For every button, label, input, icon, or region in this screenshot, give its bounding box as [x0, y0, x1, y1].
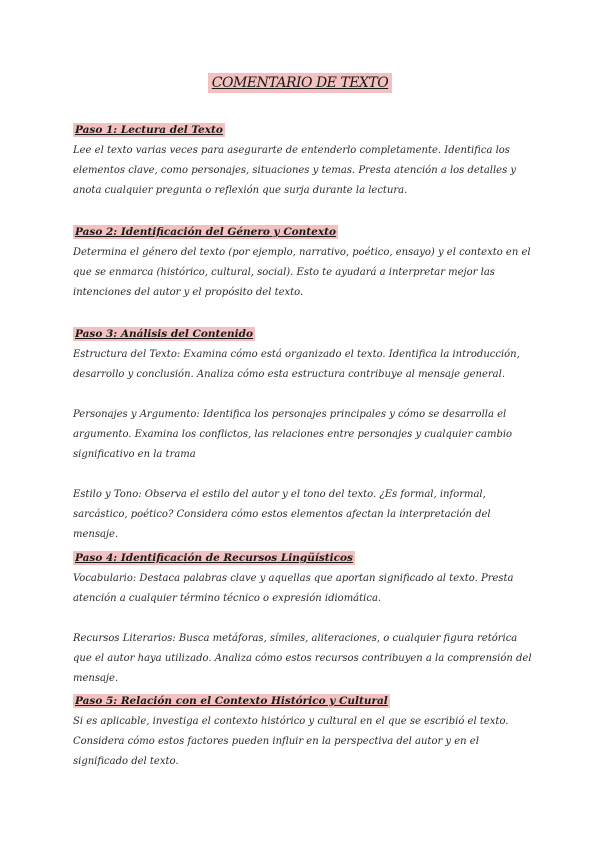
section-paragraph: Estructura del Texto: Examina cómo está organizado el texto. Identifica la introducción, desarrollo y conclusión. Analiza cómo esta estructura contribuye al mensaje general.	[73, 349, 520, 380]
section-heading: Paso 5: Relación con el Contexto Histórico y Cultural	[75, 695, 388, 707]
section-paragraph: Recursos Literarios: Busca metáforas, símiles, aliteraciones, o cualquier figura retórica que el autor haya utilizado. Analiza cómo estos recursos contribuyen a la comprensión del mensaje.	[73, 633, 532, 684]
section-paragraph: Determina el género del texto (por ejemplo, narrativo, poético, ensayo) y el contexto en el que se enmarca (histórico, cultural, social). Esto te ayudará a interpretar mejor las intenciones del autor y el propósito del texto.	[73, 247, 531, 298]
document-title: COMENTARIO DE TEXTO	[208, 73, 392, 93]
section-paso-3	[73, 322, 533, 545]
section-paragraph: Si es aplicable, investiga el contexto histórico y cultural en el que se escribió el texto. Considera cómo estos factores pueden influir en la perspectiva del autor y en el significado del texto.	[73, 716, 509, 767]
section-heading: Paso 3: Análisis del Contenido	[75, 328, 254, 340]
section-heading: Paso 1: Lectura del Texto	[75, 124, 223, 136]
section-paso-2	[73, 220, 533, 303]
section-paragraph: Vocabulario: Destaca palabras clave y aquellas que aportan significado al texto. Presta atención a cualquier término técnico o expresión idiomática.	[73, 573, 514, 604]
section-paso-1	[73, 118, 533, 201]
section-paragraph: Lee el texto varias veces para asegurarte de entenderlo completamente. Identifica los elementos clave, como personajes, situaciones y temas. Presta atención a los detalles y anota cualquier pregunta o reflexión que surja durante la lectura.	[73, 145, 517, 196]
section-paragraph: Estilo y Tono: Observa el estilo del autor y el tono del texto. ¿Es formal, informal, sarcástico, poético? Considera cómo estos elementos afectan la interpretación del mensaje.	[73, 489, 491, 540]
section-heading: Paso 4: Identificación de Recursos Lingüísticos	[75, 552, 353, 564]
title-wrap	[0, 72, 600, 93]
section-heading: Paso 2: Identificación del Género y Contexto	[75, 226, 336, 238]
section-paso-4	[73, 546, 533, 689]
section-paso-5	[73, 689, 533, 772]
section-paragraph: Personajes y Argumento: Identifica los personajes principales y cómo se desarrolla el argumento. Examina los conflictos, las relaciones entre personajes y cualquier cambio significativo en la trama	[73, 409, 513, 460]
